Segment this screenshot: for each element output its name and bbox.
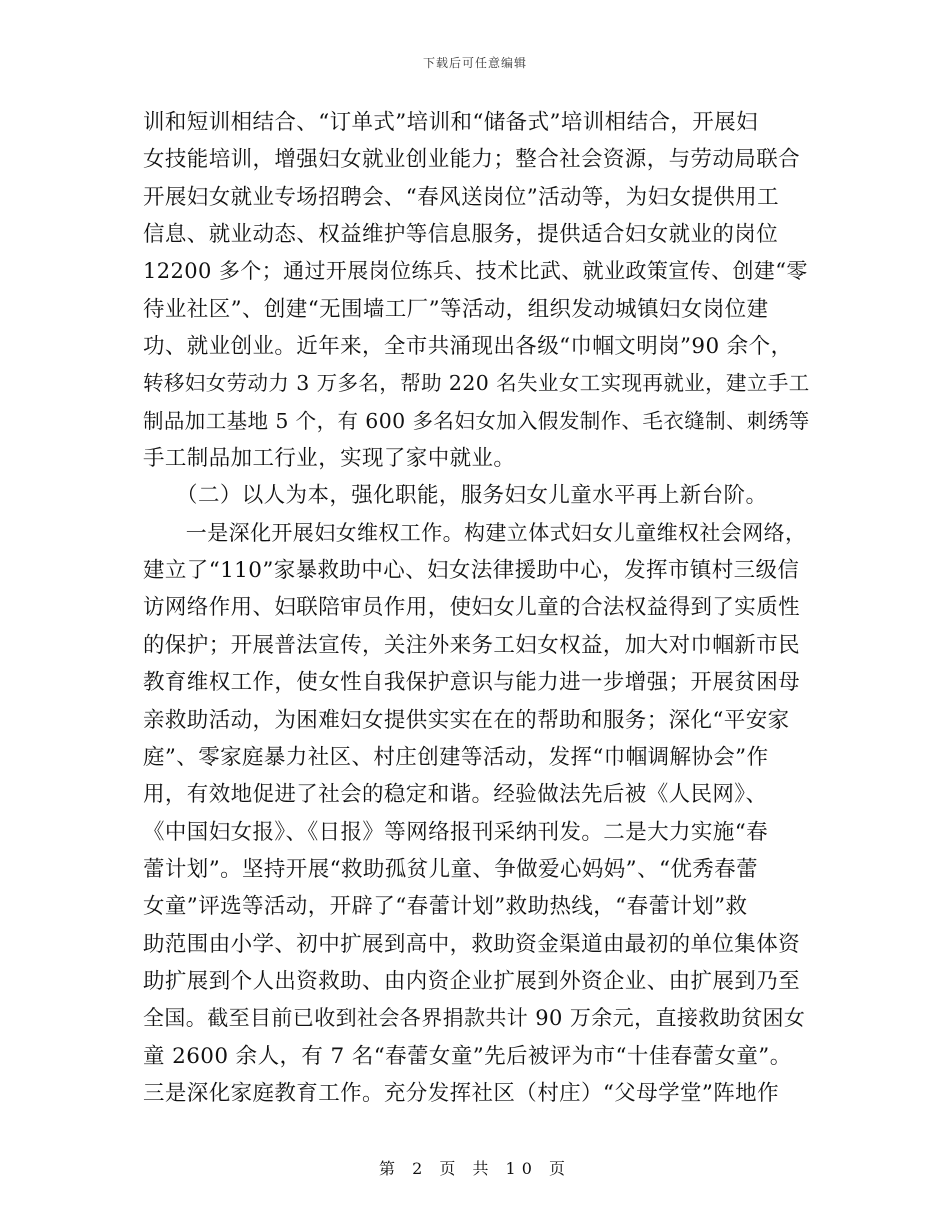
text-line: 亲救助活动，为困难妇女提供实实在在的帮助和服务；深化“平安家 [143, 707, 790, 733]
text-line: 开展妇女就业专场招聘会、“春风送岗位”活动等，为妇女提供用工 [143, 184, 779, 210]
text-line: 《中国妇女报》、《日报》等网络报刊采纳刊发。二是大力实施“春 [143, 819, 768, 845]
text-line: 功、就业创业。近年来，全市共涌现出各级“巾帼文明岗”90 余个， [143, 334, 793, 360]
text-line: 庭”、零家庭暴力社区、村庄创建等活动，发挥“巾帼调解协会”作 [143, 744, 769, 770]
text-line: 三是深化家庭教育工作。充分发挥社区（村庄）“父母学堂”阵地作 [143, 1080, 779, 1106]
text-line: 访网络作用、妇联陪审员作用，使妇女儿童的合法权益得到了实质性 [143, 595, 801, 621]
text-line: 手工制品加工行业，实现了家中就业。 [143, 446, 516, 472]
page-header: 下载后可任意编辑 [422, 56, 527, 70]
text-line: 助范围由小学、初中扩展到高中，救助资金渠道由最初的单位集体资 [143, 931, 801, 957]
text-line: 训和短训相结合、“订单式”培训和“储备式”培训相结合，开展妇 [143, 110, 758, 135]
text-line: 一是深化开展妇女维权工作。构建立体式妇女儿童维权社会网络， [143, 520, 807, 545]
text-line: 建立了“110”家暴救助中心、妇女法律援助中心，发挥市镇村三级信 [143, 558, 800, 584]
text-line: 转移妇女劳动力 3 万多名，帮助 220 名失业女工实现再就业，建立手工 [143, 371, 810, 396]
text-line: 女童”评选等活动，开辟了“春蕾计划”救助热线，“春蕾计划”救 [143, 894, 748, 920]
text-line: （二）以人为本，强化职能，服务妇女儿童水平再上新台阶。 [143, 483, 768, 509]
text-line: 助扩展到个人出资救助、由内资企业扩展到外资企业、由扩展到乃至 [143, 968, 801, 994]
text-line: 全国。截至目前已收到社会各界捐款共计 90 万余元，直接救助贫困女 [143, 1006, 806, 1031]
text-line: 蕾计划”。坚持开展“救助孤贫儿童、争做爱心妈妈”、“优秀春蕾 [143, 856, 758, 882]
body-text [143, 104, 811, 1112]
text-line: 童 2600 余人，有 7 名“春蕾女童”先后被评为市“十佳春蕾女童”。 [143, 1043, 792, 1069]
text-line: 12200 多个；通过开展岗位练兵、技术比武、就业政策宣传、创建“零 [143, 259, 808, 284]
text-line: 制品加工基地 5 个，有 600 多名妇女加入假发制作、毛衣缝制、刺绣等 [143, 408, 810, 433]
text-line: 信息、就业动态、权益维护等信息服务，提供适合妇女就业的岗位 [143, 222, 779, 248]
page-footer: 第 2 页 共 10 页 [379, 1159, 571, 1178]
text-line: 待业社区”、创建“无围墙工厂”等活动，组织发动城镇妇女岗位建 [143, 296, 769, 322]
text-line: 的保护；开展普法宣传，关注外来务工妇女权益，加大对巾帼新市民 [143, 632, 801, 658]
text-line: 教育维权工作，使女性自我保护意识与能力进一步增强；开展贫困母 [143, 670, 801, 696]
text-line: 用，有效地促进了社会的稳定和谐。经验做法先后被《人民网》、 [143, 782, 768, 808]
text-line: 女技能培训，增强妇女就业创业能力；整合社会资源，与劳动局联合 [143, 147, 801, 173]
